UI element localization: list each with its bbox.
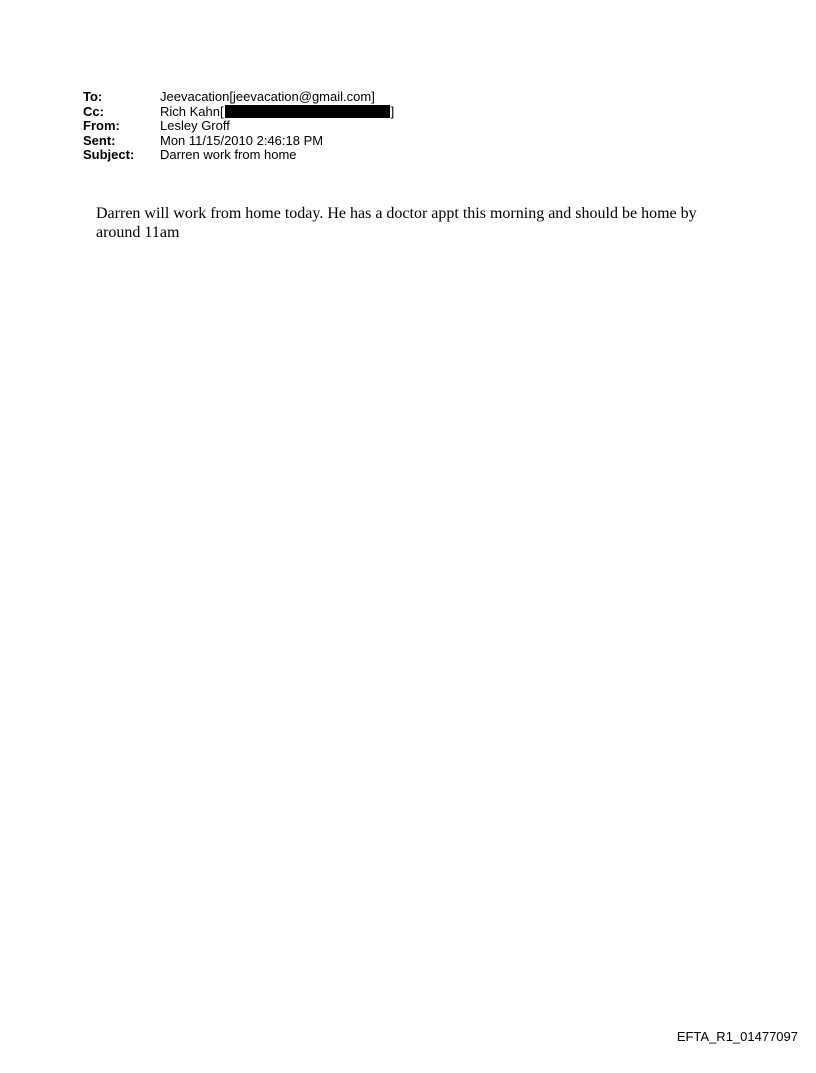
from-label: From:	[83, 118, 120, 134]
subject-row	[83, 148, 394, 163]
cc-label: Cc:	[83, 103, 104, 119]
cc-name: Rich Kahn[	[160, 103, 224, 119]
email-header	[83, 90, 394, 163]
from-row	[83, 119, 394, 134]
redaction-box	[225, 105, 390, 118]
cc-close-bracket: ]	[390, 103, 395, 119]
document-id: EFTA_R1_01477097	[676, 1029, 798, 1044]
from-value: Lesley Groff	[160, 118, 230, 134]
sent-row	[83, 134, 394, 149]
to-row	[83, 90, 394, 105]
to-label: To:	[83, 89, 103, 104]
sent-value: Mon 11/15/2010 2:46:18 PM	[160, 132, 324, 148]
subject-value: Darren work from home	[160, 147, 297, 163]
email-body: Darren will work from home today. He has a doctor appt this morning and should be home by around 11am	[96, 205, 697, 241]
cc-value	[160, 105, 394, 120]
subject-label: Subject:	[83, 147, 135, 163]
to-value: Jeevacation[jeevacation@gmail.com]	[160, 89, 375, 104]
sent-label: Sent:	[83, 132, 116, 148]
cc-row	[83, 105, 394, 120]
